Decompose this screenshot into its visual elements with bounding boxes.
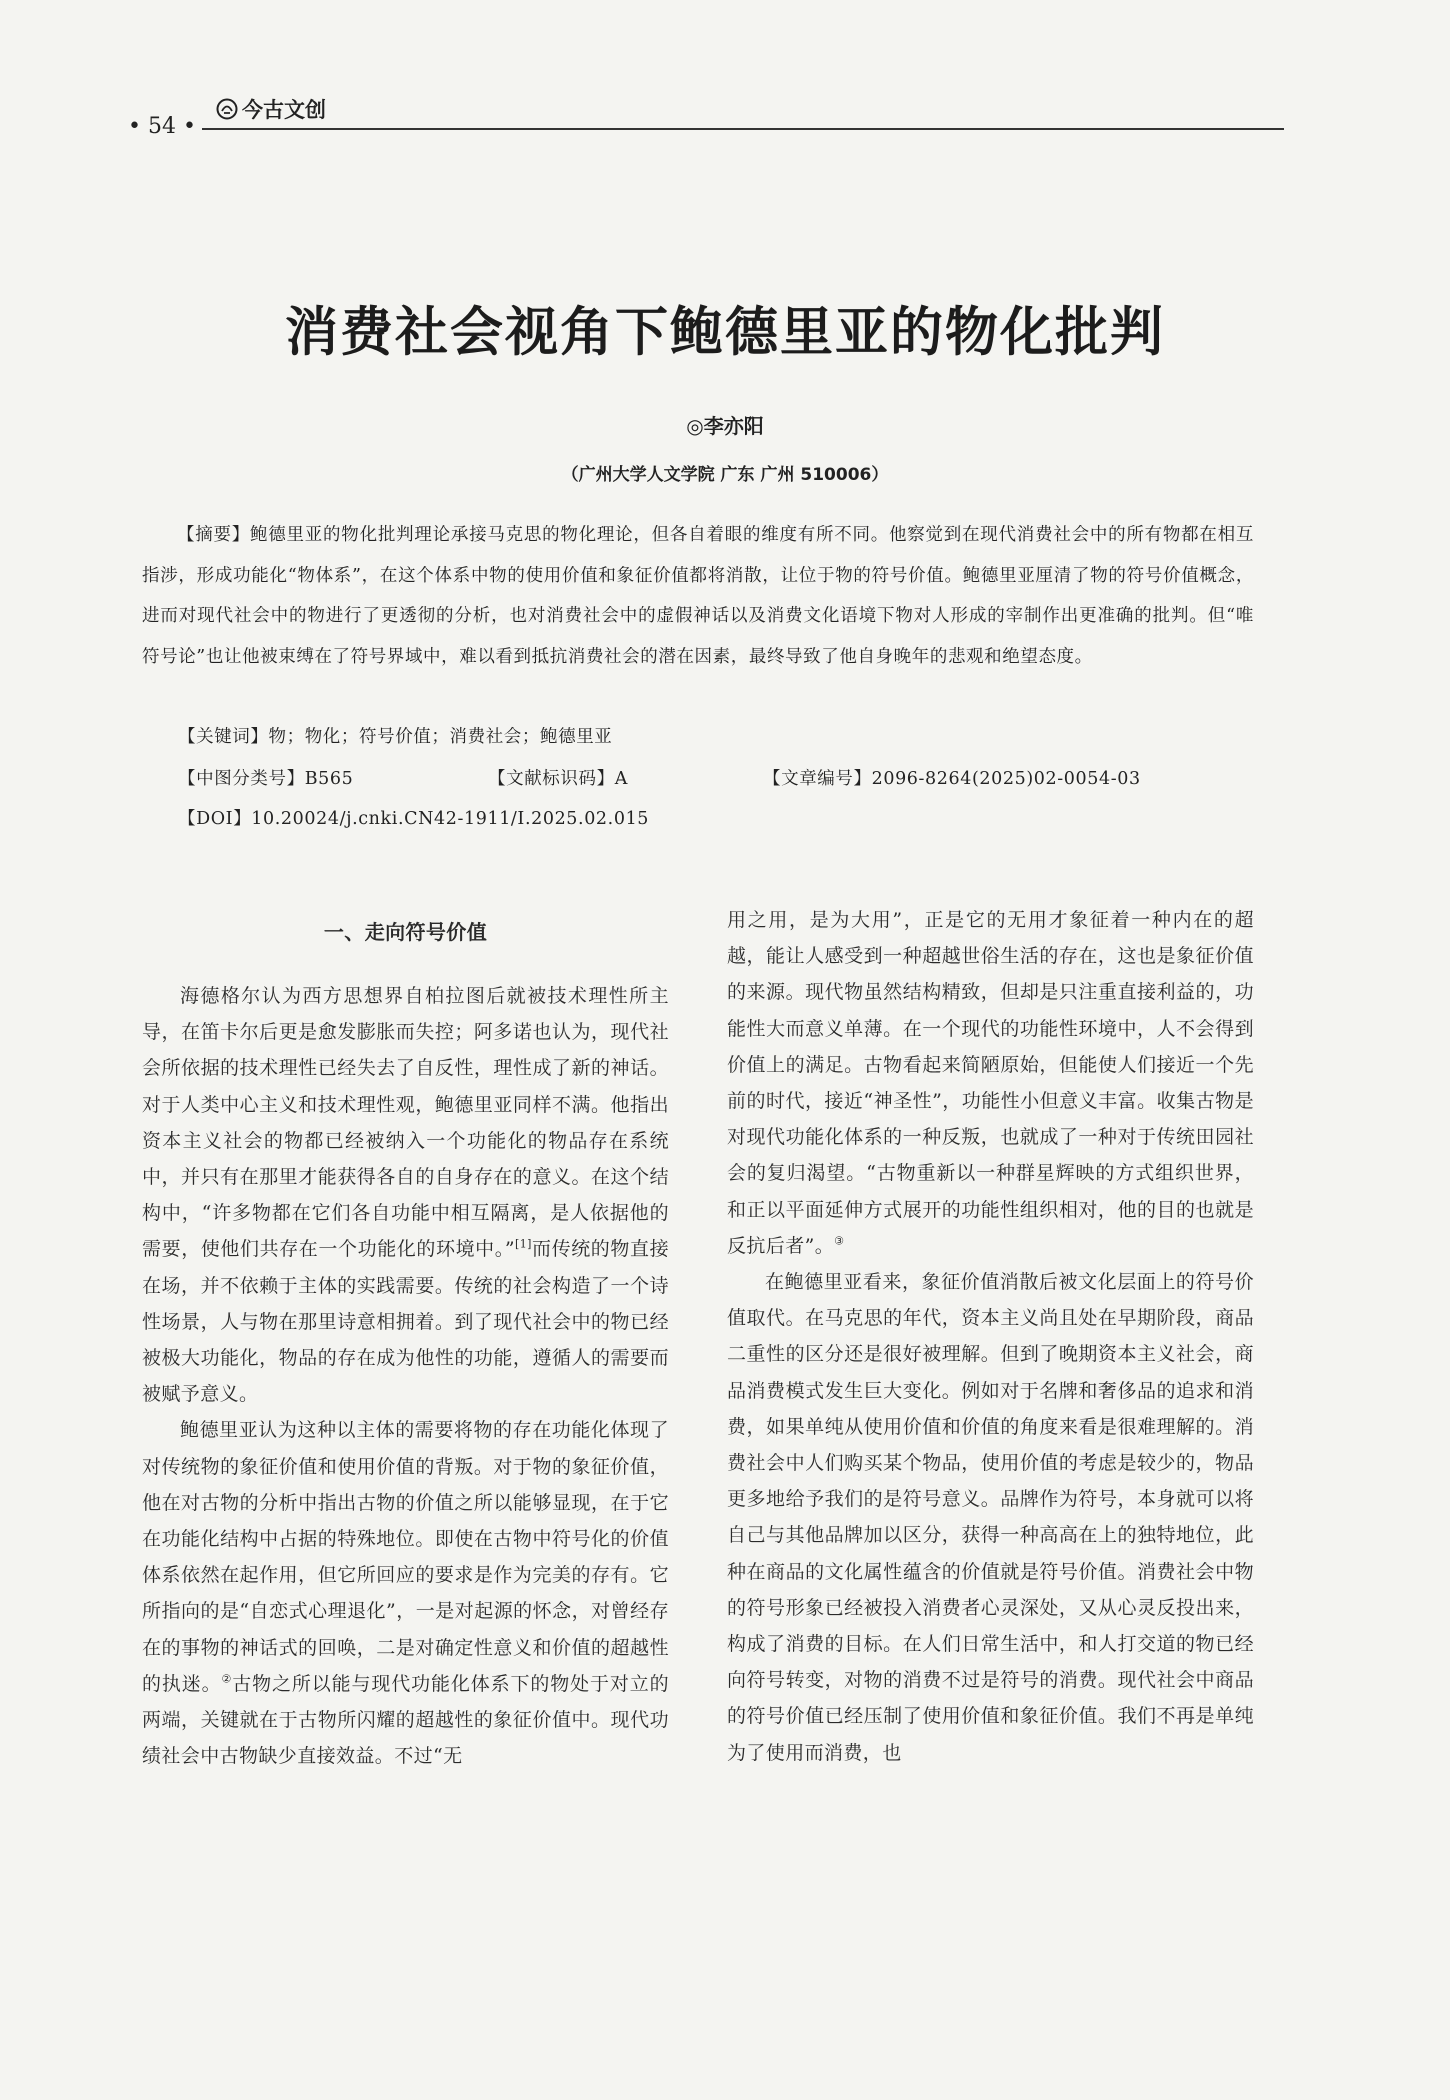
abstract-text: 【摘要】鲍德里亚的物化批判理论承接马克思的物化理论，但各自着眼的维度有所不同。他察觉到在现代消费社会中的所有物都在相互指涉，形成功能化“物体系”，在这个体系中物的使用价值和象征价值都将消散，让位于物的符号价值。鲍德里亚厘清了物的符号价值概念，进而对现代社会中的物进行了更透彻的分析，也对消费社会中的虚假神话以及消费文化语境下物对人形成的宰制作出更准确的批判。但“唯符号论”也让他被束缚在了符号界域中，难以看到抵抗消费社会的潜在因素，最终导致了他自身晚年的悲观和绝望态度。	[142, 525, 1254, 667]
paragraph: 鲍德里亚认为这种以主体的需要将物的存在功能化体现了对传统物的象征价值和使用价值的背叛。对于物的象征价值，他在对古物的分析中指出古物的价值之所以能够显现，在于它在功能化结构中占据的特殊地位。即使在古物中符号化的价值体系依然在起作用，但它所回应的要求是作为完美的存有。它所指向的是“自恋式心理退化”，一是对起源的怀念，对曾经存在的事物的神话式的回唤，二是对确定性意义和价值的超越性的执迷。②古物之所以能与现代功能化体系下的物处于对立的两端，关键就在于古物所闪耀的超越性的象征价值中。现代功绩社会中古物缺少直接效益。不过“无	[142, 1419, 669, 1768]
journal-name	[216, 94, 326, 124]
footnote-ref: [1]	[515, 1238, 532, 1252]
paragraph: 用之用，是为大用”，正是它的无用才象征着一种内在的超越，能让人感受到一种超越世俗生活的存在，这也是象征价值的来源。现代物虽然结构精致，但却是只注重直接利益的，功能性大而意义单薄。在一个现代的功能性环境中，人不会得到价值上的满足。古物看起来简陋原始，但能使人们接近一个先前的时代，接近“神圣性”，功能性小但意义丰富。收集古物是对现代功能化体系的一种反叛，也就成了一种对于传统田园社会的复归渴望。“古物重新以一种群星辉映的方式组织世界，和正以平面延伸方式展开的功能性组织相对，他的目的也就是反抗后者”。③	[727, 909, 1254, 1257]
article-number: 【文章编号】2096-8264(2025)02-0054-03	[763, 769, 1141, 789]
page-number: • 54 •	[128, 114, 196, 139]
author-affiliation: （广州大学人文学院 广东 广州 510006）	[561, 465, 889, 485]
journal-logo-icon	[216, 98, 238, 120]
article-author: ◎李亦阳	[686, 414, 764, 438]
doi: 【DOI】10.20024/j.cnki.CN42-1911/I.2025.02.015	[178, 809, 650, 829]
left-column	[142, 902, 669, 1774]
footnote-ref: ③	[834, 1234, 845, 1248]
section-heading: 一、走向符号价值	[323, 920, 488, 944]
paragraph: 在鲍德里亚看来，象征价值消散后被文化层面上的符号价值取代。在马克思的年代，资本主义尚且处在早期阶段，商品二重性的区分还是很好被理解。但到了晚期资本主义社会，商品消费模式发生巨大变化。例如对于名牌和奢侈品的追求和消费，如果单纯从使用价值和价值的角度来看是很难理解的。消费社会中人们购买某个物品，使用价值的考虑是较少的，物品更多地给予我们的是符号意义。品牌作为符号，本身就可以将自己与其他品牌加以区分，获得一种高高在上的独特地位，此种在商品的文化属性蕴含的价值就是符号价值。消费社会中物的符号形象已经被投入消费者心灵深处，又从心灵反投出来，构成了消费的目标。在人们日常生活中，和人打交道的物已经向符号转变，对物的消费不过是符号的消费。现代社会中商品的符号价值已经压制了使用价值和象征价值。我们不再是单纯为了使用而消费，也	[727, 1271, 1254, 1764]
footnote-ref: ②	[221, 1672, 233, 1686]
journal-name-text: 今古文创	[242, 98, 326, 122]
document-code: 【文献标识码】A	[488, 769, 628, 789]
header-rule	[202, 128, 1284, 130]
clc-number: 【中图分类号】B565	[178, 769, 354, 789]
keywords: 【关键词】物；物化；符号价值；消费社会；鲍德里亚	[178, 727, 613, 747]
paragraph: 海德格尔认为西方思想界自柏拉图后就被技术理性所主导，在笛卡尔后更是愈发膨胀而失控；阿多诺也认为，现代社会所依据的技术理性已经失去了自反性，理性成了新的神话。对于人类中心主义和技术理性观，鲍德里亚同样不满。他指出资本主义社会的物都已经被纳入一个功能化的物品存在系统中，并只有在那里才能获得各自的自身存在的意义。在这个结构中，“许多物都在它们各自功能中相互隔离，是人依据他的需要，使他们共存在一个功能化的环境中。”[1]而传统的物直接在场，并不依赖于主体的实践需要。传统的社会构造了一个诗性场景，人与物在那里诗意相拥着。到了现代社会中的物已经被极大功能化，物品的存在成为他性的功能，遵循人的需要而被赋予意义。	[142, 985, 669, 1406]
classification-row	[178, 765, 1258, 795]
article-title: 消费社会视角下鲍德里亚的物化批判	[285, 302, 1165, 363]
abstract	[142, 515, 1254, 677]
right-column	[727, 902, 1254, 1771]
running-header	[128, 96, 1284, 139]
